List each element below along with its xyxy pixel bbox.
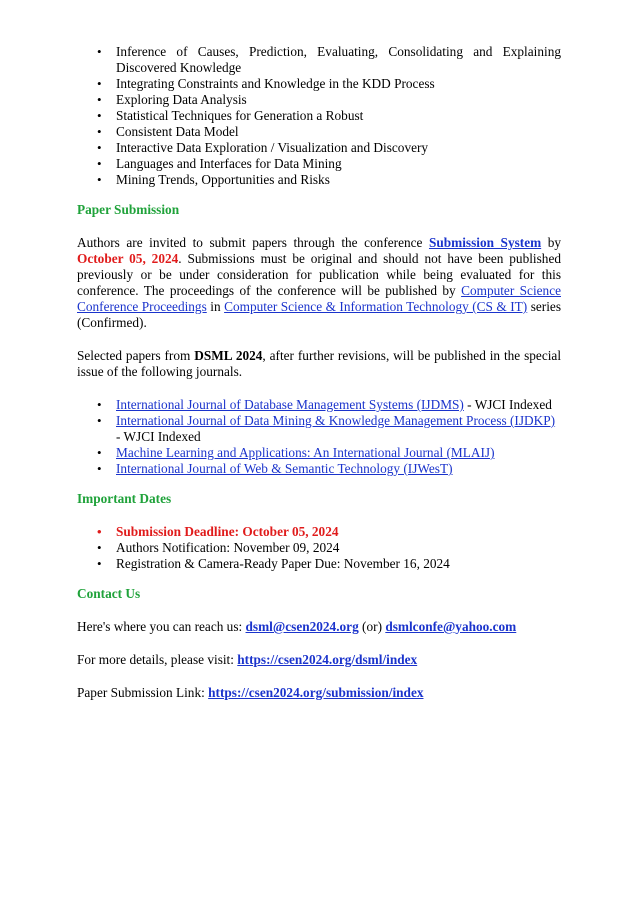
list-item [77,445,561,461]
contact-text: (or) [358,619,386,634]
topics-list [77,44,561,188]
proceedings-link[interactable]: Computer Science Conference Proceedings [77,283,561,314]
list-item: • Languages and Interfaces for Data Mining [77,156,561,172]
submission-link-text: Paper Submission Link: [77,685,209,700]
list-item: • Mining Trends, Opportunities and Risks [77,172,561,188]
list-item [77,461,561,477]
special-issue-paragraph [77,348,561,380]
conference-name: DSML 2024 [194,348,263,363]
journal-suffix: - WJCI Indexed [463,397,552,412]
list-item: • Inference of Causes, Prediction, Evaluating, Consolidating and Explaining Discovered Knowledge [77,44,561,76]
contact-text: Here's where you can reach us: [77,619,246,634]
submission-deadline-item: • Submission Deadline: October 05, 2024 [77,524,561,540]
notification-item: • Authors Notification: November 09, 2024 [77,540,561,556]
paper-submission-heading: Paper Submission [77,202,180,217]
camera-ready-item: • Registration & Camera-Ready Paper Due: November 16, 2024 [77,556,561,572]
email-link-csen[interactable]: dsml@csen2024.org [245,619,359,634]
journals-list [77,397,561,477]
submission-text: in [206,299,225,314]
submission-system-link[interactable]: Submission System [428,235,542,250]
submission-link-paragraph [77,685,561,701]
special-issue-text: , after further revisions, will be published in the special issue of the following journals. [77,348,562,379]
email-link-yahoo[interactable]: dsmlconfe@yahoo.com [385,619,517,634]
dates-list [77,524,561,572]
submission-text: by [541,235,562,250]
journal-link-ijwest[interactable]: International Journal of Web & Semantic Technology (IJWesT) [116,461,453,476]
list-item [77,397,561,413]
details-paragraph [77,652,561,668]
submission-text: Authors are invited to submit papers through the conference [77,235,429,250]
submission-url-link[interactable]: https://csen2024.org/submission/index [208,685,424,700]
important-dates-heading: Important Dates [77,491,172,506]
journal-link-mlaij[interactable]: Machine Learning and Applications: An International Journal (MLAIJ) [116,445,495,460]
list-item [77,413,561,445]
journal-suffix: - WJCI Indexed [116,429,201,444]
contact-paragraph [77,619,561,635]
list-item: • Consistent Data Model [77,124,561,140]
journal-link-ijdkp[interactable]: International Journal of Data Mining & Knowledge Management Process (IJDKP) [116,413,556,428]
submission-text: . Submissions must be original and should not have been published previously or be under consideration for publication while being evaluated for this conference. The proceedings of the conference will be published by [77,251,561,298]
journal-link-ijdms[interactable]: International Journal of Database Management Systems (IJDMS) [116,397,464,412]
submission-deadline-date: October 05, 2024 [77,251,179,266]
special-issue-text: Selected papers from [77,348,195,363]
submission-text: series (Confirmed). [77,299,561,330]
details-text: For more details, please visit: [77,652,238,667]
cs-it-series-link[interactable]: Computer Science & Information Technology (CS & IT) [224,299,528,314]
list-item: • Integrating Constraints and Knowledge in the KDD Process [77,76,561,92]
contact-us-heading: Contact Us [77,586,141,601]
details-url-link[interactable]: https://csen2024.org/dsml/index [237,652,418,667]
list-item: • Exploring Data Analysis [77,92,561,108]
list-item: • Interactive Data Exploration / Visualization and Discovery [77,140,561,156]
document-page [77,44,561,701]
list-item: • Statistical Techniques for Generation a Robust [77,108,561,124]
submission-paragraph [77,235,561,331]
